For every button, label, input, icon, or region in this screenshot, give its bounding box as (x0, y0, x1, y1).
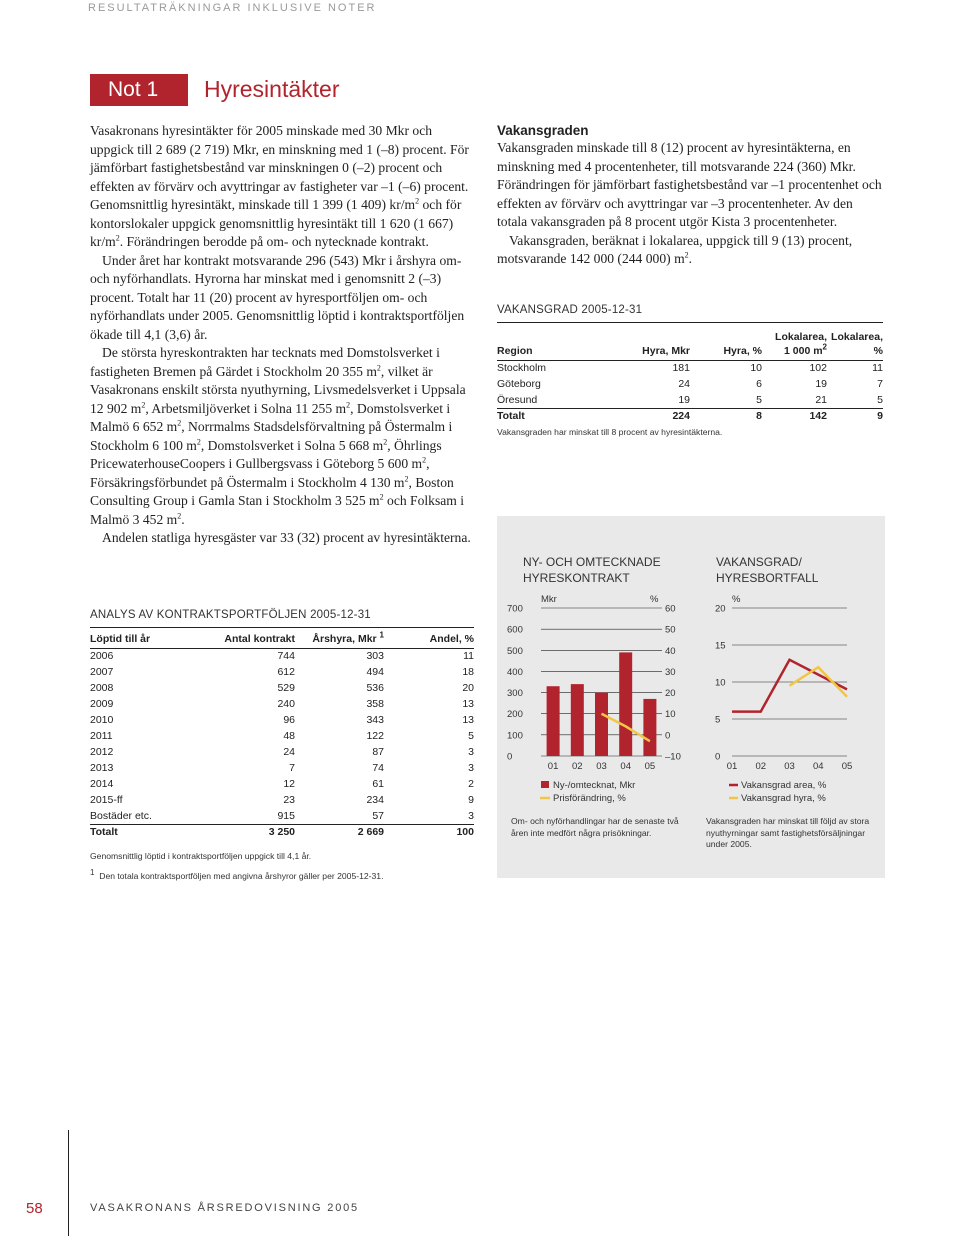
x-tick-label: 01 (726, 761, 738, 772)
table-cell: 13 (462, 714, 474, 726)
table-cell: 2011 (90, 730, 113, 742)
table-cell: 6 (756, 378, 762, 390)
table-cell: 7 (289, 762, 295, 774)
left-tick-label: 0 (507, 751, 513, 763)
x-tick-label: 03 (784, 761, 795, 772)
table-cell: 240 (277, 698, 295, 710)
table-cell: 57 (372, 809, 384, 822)
table-cell: 96 (283, 714, 295, 726)
section-heading: Vakansgraden (497, 123, 589, 138)
table-cell: 18 (462, 666, 474, 678)
portfolio-table-title: ANALYS AV KONTRAKTSPORTFÖLJEN 2005-12-31 (90, 609, 371, 621)
right-tick-label: 40 (665, 645, 676, 657)
column-header: Årshyra, Mkr $^1$ (295, 632, 384, 648)
table-note: Vakansgraden har minskat till 8 procent av hyresintäkterna. (497, 427, 723, 437)
right-tick-label: 0 (665, 730, 671, 742)
table-cell: 20 (462, 682, 474, 694)
table-cell: 142 (762, 408, 827, 424)
table-row (90, 696, 474, 712)
table-cell: 9 (827, 408, 883, 424)
table-cell: 536 (366, 682, 384, 694)
right-tick-label: –10 (665, 751, 681, 763)
left-body-text (90, 122, 474, 548)
table-cell: 2006 (90, 650, 114, 663)
column-header: Löptid till år (90, 632, 200, 648)
table-cell: Öresund (497, 393, 538, 406)
table-cell: 61 (372, 778, 384, 790)
chart-caption-1: Om- och nyförhandlingar har de senaste två åren inte medfört några prisökningar. (511, 816, 679, 838)
table-cell: 224 (605, 408, 690, 424)
column-header: Antal kontrakt (200, 632, 295, 648)
table-cell: 915 (277, 809, 295, 822)
table-cell: 2008 (90, 682, 114, 694)
table-cell: 2012 (90, 746, 114, 758)
vacancy-table (497, 328, 883, 424)
column-header: % (827, 344, 883, 360)
left-tick-label: 5 (715, 714, 721, 726)
table-cell: 23 (283, 794, 295, 806)
table-row (90, 712, 474, 728)
table-cell: 7 (877, 378, 883, 390)
note-title: Hyresintäkter (204, 76, 340, 102)
table-row (90, 680, 474, 696)
table-cell: 3 (468, 809, 474, 822)
column-header-top (690, 328, 762, 344)
table-cell: 494 (366, 666, 384, 678)
table-row (90, 728, 474, 744)
table-row (90, 648, 474, 664)
footnote: $^1$ Den totala kontraktsportföljen med angivna årshyror gäller per 2005-12-31. (90, 868, 384, 881)
x-tick-label: 04 (812, 761, 824, 772)
paragraph: De största hyreskontrakten har tecknats med Domstolsverket i fastigheten Bremen på Gärdet i Stockholm 20 355 $m^2$, vilket är Vasakronans enskilt största nyuthyrning, Livsmedelsverket i Uppsala 12 902 $m^2$, Arbetsmiljöverket i Solna 11 255 $m^2$, Domstolsverket i Malmö 6 652 $m^2$, Norrmalms Stadsdelsförvaltning på Östermalm i Stockholm 6 100 $m^2$, Domstolsverket i Solna 5 668 $m^2$, Öhrlings PricewaterhouseCoopers i Gullbergsvass i Göteborg 5 600 $m^2$, Försäkringsförbundet på Östermalm i Stockholm 4 130 $m^2$, Boston Consulting Group i Gamla Stan i Stockholm 3 525 $m^2$ och Folksam i Malmö 3 452 $m^2$. (90, 345, 466, 527)
bar (619, 652, 632, 756)
left-tick-label: 10 (715, 677, 726, 689)
table-cell: 11 (463, 650, 474, 663)
paragraph: Vakansgraden, beräknat i lokalarea, uppgick till 9 (13) procent, motsvarande 142 000 (244 000) $m^2$. (497, 232, 853, 266)
table-cell: 19 (678, 393, 690, 406)
table-cell: 10 (750, 362, 762, 375)
table-cell: Göteborg (497, 378, 541, 390)
table-cell: 2013 (90, 762, 114, 774)
table-cell: 234 (366, 794, 384, 806)
paragraph: Andelen statliga hyresgäster var 33 (32) procent av hyresintäkterna. (102, 530, 471, 545)
table-cell: 529 (277, 682, 295, 694)
table-cell: 5 (877, 393, 883, 406)
table-cell: 12 (283, 778, 295, 790)
legend-label: Ny-/omtecknat, Mkr (553, 780, 636, 791)
charts-svg (497, 516, 885, 816)
table-cell: 5 (756, 393, 762, 406)
table-row (90, 760, 474, 776)
note-label: Not 1 (90, 74, 188, 106)
paragraph: Under året har kontrakt motsvarande 296 (543) Mkr i årshyra om- och nyförhandlats. Hyrorna har minskat med i genomsnitt 2 (–3) procent. Totalt har 11 (20) procent av hyresportföljen om- och nyförhandlats under 2005. Genomsnittlig löptid i kontraktsportföljen ökade till 4,1 (3,6) år. (90, 252, 465, 342)
portfolio-table (90, 632, 474, 840)
column-header-top: Lokalarea, (831, 331, 883, 343)
left-tick-label: 500 (507, 645, 523, 657)
table-cell: 343 (366, 714, 384, 726)
folio-rule (68, 1130, 69, 1236)
table-cell: 100 (384, 824, 474, 840)
left-tick-label: 20 (715, 603, 726, 615)
legend-label: Vakansgrad area, % (741, 780, 827, 791)
table-cell: 87 (372, 746, 384, 758)
table-row (90, 664, 474, 680)
column-header: Region (497, 344, 605, 360)
table-row (497, 376, 883, 392)
paragraph: Vakansgraden minskade till 8 (12) procent av hyresintäkterna, en minskning med 4 procentenheter, till motsvarande 224 (360) Mkr. Förändringen för jämförbart fastighetsbestånd var –1 procentenhet och effekten av förvärv och avyttringar var –3 procentenheter. Av den totala vakansgraden på 8 procent utgör Kista 3 procentenheter. (497, 140, 882, 229)
table-cell: Totalt (497, 408, 605, 424)
table-cell: Totalt (90, 824, 200, 840)
legend-swatch (541, 781, 549, 788)
left-tick-label: 100 (507, 730, 523, 742)
legend-label: Prisförändring, % (553, 793, 626, 804)
chart-title-1: NY- OCH OMTECKNADE HYRESKONTRAKT (523, 555, 661, 585)
column-header: Hyra, Mkr (605, 344, 690, 360)
table-total-row (90, 824, 474, 840)
right-axis-unit: % (650, 594, 659, 605)
table-row (497, 392, 883, 408)
x-tick-label: 05 (644, 761, 656, 772)
table-cell: 24 (678, 378, 690, 390)
table-row (497, 360, 883, 376)
right-body-text (497, 122, 885, 269)
table-cell: 122 (366, 730, 384, 742)
table-row (90, 744, 474, 760)
left-tick-label: 200 (507, 709, 523, 721)
table-cell: 744 (277, 650, 295, 663)
column-header-top (497, 328, 605, 344)
table-cell: 2 669 (295, 824, 384, 840)
table-cell: 3 (468, 746, 474, 758)
bar (595, 693, 608, 756)
table-cell: 2015-ff (90, 794, 123, 806)
column-header-top: Lokalarea, (775, 331, 827, 343)
bar (571, 684, 584, 756)
table-cell: 303 (366, 650, 384, 663)
table-cell: 13 (462, 698, 474, 710)
right-tick-label: 50 (665, 624, 676, 636)
table-cell: 358 (366, 698, 384, 710)
footer-publication: VASAKRONANS ÅRSREDOVISNING 2005 (90, 1202, 359, 1214)
column-header-top (605, 328, 690, 344)
x-tick-label: 03 (596, 761, 607, 772)
right-tick-label: 60 (665, 603, 676, 615)
table-cell: 24 (283, 746, 295, 758)
x-tick-label: 02 (572, 761, 583, 772)
running-head: RESULTATRÄKNINGAR INKLUSIVE NOTER (88, 2, 377, 14)
column-header: Andel, % (384, 632, 474, 648)
table-row (90, 792, 474, 808)
table-cell: 21 (815, 393, 827, 406)
page-number: 58 (26, 1200, 43, 1217)
table-rule (90, 627, 474, 628)
table-total-row (497, 408, 883, 424)
table-cell: 48 (283, 730, 295, 742)
table-cell: 5 (468, 730, 474, 742)
left-tick-label: 15 (715, 640, 726, 652)
chart-title-2: VAKANSGRAD/ HYRESBORTFALL (716, 555, 819, 585)
chart-caption-2: Vakansgraden har minskat till följd av stora nyuthyrningar samt fastighetsförsäljningar under 2005. (706, 816, 870, 849)
legend-label: Vakansgrad hyra, % (741, 793, 826, 804)
chart-panel (497, 516, 885, 878)
table-cell: 9 (468, 794, 474, 806)
table-cell: 8 (690, 408, 762, 424)
left-axis-unit: % (732, 594, 741, 605)
table-cell: 2007 (90, 666, 114, 678)
vacancy-table-title: VAKANSGRAD 2005-12-31 (497, 304, 643, 316)
right-tick-label: 20 (665, 688, 676, 700)
x-tick-label: 05 (841, 761, 853, 772)
table-cell: 2010 (90, 714, 114, 726)
table-row (90, 808, 474, 824)
right-tick-label: 10 (665, 709, 676, 721)
table-note: Genomsnittlig löptid i kontraktsportföljen uppgick till 4,1 år. (90, 851, 312, 861)
table-cell: 11 (872, 362, 883, 375)
x-tick-label: 01 (547, 761, 559, 772)
column-header: 1 000 $m^2$ (762, 344, 827, 360)
left-tick-label: 700 (507, 603, 523, 615)
bar (643, 699, 656, 756)
table-cell: Bostäder etc. (90, 809, 152, 822)
table-cell: 2 (468, 778, 474, 790)
bar (547, 686, 560, 756)
x-tick-label: 04 (620, 761, 631, 772)
table-cell: 19 (815, 378, 827, 390)
column-header: Hyra, % (690, 344, 762, 360)
left-axis-unit: Mkr (541, 594, 557, 605)
table-row (90, 776, 474, 792)
table-cell: 2014 (90, 778, 114, 790)
table-cell: 3 250 (200, 824, 295, 840)
table-cell: 612 (277, 666, 295, 678)
paragraph: Vasakronans hyresintäkter för 2005 minskade med 30 Mkr och uppgick till 2 689 (2 719) Mkr, en minskning med 1 (–8) procent. För jämförbart fastighetsbestånd var minskningen 0 (–2) procent och effekten av förvärv och avyttringar av fastigheter var –1 (–6) procent. Genomsnittlig hyresintäkt, minskade till 1 399 (1 409) $kr/m^2$ och för kontorslokaler uppgick genomsnittlig hyresintäkt till 1 620 (1 667) $kr/m^2$. Förändringen berodde på om- och nytecknade kontrakt. (90, 123, 469, 249)
left-tick-label: 600 (507, 624, 523, 636)
right-tick-label: 30 (665, 666, 676, 678)
table-cell: 74 (372, 762, 384, 774)
left-tick-label: 300 (507, 688, 523, 700)
left-tick-label: 0 (715, 751, 721, 763)
x-tick-label: 02 (755, 761, 767, 772)
table-cell: 3 (468, 762, 474, 774)
table-cell: 181 (672, 362, 690, 375)
left-tick-label: 400 (507, 666, 523, 678)
table-cell: 102 (809, 362, 827, 375)
table-cell: Stockholm (497, 362, 547, 375)
table-cell: 2009 (90, 698, 114, 710)
table-rule (497, 322, 883, 323)
